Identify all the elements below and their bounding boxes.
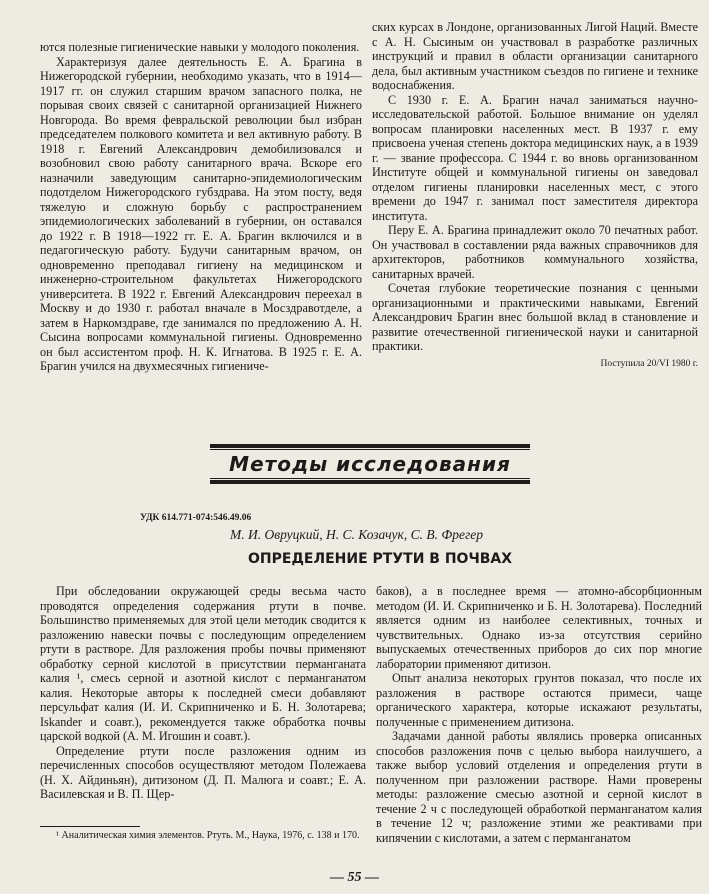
paragraph: Опыт анализа некоторых грунтов показал, что после их разложения в растворе остаются примеси, чаще органического характера, которые искажают результаты, полученные с применением дитизона. — [376, 671, 702, 729]
footnote: ¹ Аналитическая химия элементов. Ртуть. М., Наука, 1976, с. 138 и 170. — [56, 830, 360, 841]
paragraph: ются полезные гигиенические навыки у молодого поколения. — [40, 40, 360, 54]
paragraph: С 1930 г. Е. А. Брагин начал заниматься научно-исследовательской работой. Большое внимание он уделял вопросам планировки населенных мест. В 1937 г. ему присвоена ученая степень доктора медицинских наук, а в 1939 г. — звание профессора. С 1944 г. во вновь организованном Институте общей и коммунальной гигиены он заведовал отделом гигиены планировки населенных мест, с этого времени до 1947 г. занимал пост заместителя директора института. — [372, 92, 698, 223]
page-number: — 55 — — [330, 870, 379, 885]
paragraph: баков), а в последнее время — атомно-абсорбционным методом (И. И. Скрипниченко и Б. Н. Золотарева). Последний является одним из наиболее селективных, точных и чувствительных. Однако из-за отсутствия серийно выпускаемых отечественных приборов до сих пор многие лаборатории применяют дитизон. — [376, 584, 702, 671]
paragraph: При обследовании окружающей среды весьма часто проводятся определения содержания ртути в почве. Большинство применяемых для этой цели методик сводится к разложению навески почвы с последующим определением ртути в растворе. Для разложения пробы почвы применяют обработку серной кислотой в присутствии перманганата калия ¹, смесь серной и азотной кислот с перманганатом калия. Некоторые авторы к последней смеси добавляют персульфат калия (И. И. Скрипниченко и Б. Н. Золотарева; Iskander и соавт.), рекомендуется также обработка почвы царской водкой (А. М. Игошин и соавт.). — [40, 584, 366, 743]
heading-rule — [210, 444, 530, 448]
section-title: Методы исследования — [229, 452, 511, 476]
paragraph: Перу Е. А. Брагина принадлежит около 70 печатных работ. Он участвовал в составлении ряда важных справочников для архитекторов, работников коммунального хозяйства, санитарных врачей. — [372, 223, 698, 281]
footnote-divider — [40, 826, 140, 827]
heading-rule — [210, 478, 530, 479]
article-title: ОПРЕДЕЛЕНИЕ РТУТИ В ПОЧВАХ — [248, 551, 513, 567]
column-article-left — [40, 584, 366, 802]
article-authors: М. И. Овруцкий, Н. С. Козачук, С. В. Фрегер — [230, 527, 483, 542]
heading-rule — [210, 449, 530, 450]
paragraph: Характеризуя далее деятельность Е. А. Брагина в Нижегородской губернии, необходимо указать, что в 1914—1917 гг. он служил старшим врачом запасного полка, не порывая своих связей с санитарной организацией Нижнего Новгорода. Во время февральской революции был избран председателем полкового комитета и вел активную работу. В 1918 г. Евгений Александрович демобилизовался и возобновил свою работу санитарного врача. Вскоре его назначили заведующим санитарно-эпидемиологическим подотделом Нижегородского губздрава. На этом посту, ведя тяжелую и сложную борьбу с распространением эпидемиологических заболеваний в губернии, он оставался до 1922 г. В 1918—1922 гг. Е. А. Брагин включился и в педагогическую работу. Будучи санитарным врачом, он одновременно преподавал гигиену на медицинском и инженерно-строительном факультетах Нижегородского университета. В 1922 г. Евгений Александрович переехал в Москву и до 1930 г. работал вначале в Мосздравотделе, а затем в Наркомздраве, где занимался по предложению А. Н. Сысина вопросами коммунальной гигиены. Одновременно он был ассистентом проф. Н. К. Игнатова. В 1925 г. Е. А. Брагин учился на двухмесячных гигиениче- — [40, 54, 362, 373]
paragraph: Определение ртути после разложения одним из перечисленных способов осуществляют методом Полежаева (Н. Х. Айдиньян), дитизоном (Д. П. Малюга и соавт.; Е. А. Василевская и В. П. Щер- — [40, 743, 366, 801]
paragraph: ских курсах в Лондоне, организованных Лигой Наций. Вместе с А. Н. Сысиным он участвовал в разработке различных инструкций и правил в области организации санитарного дела, был активным участником съездов по гигиене и технике водоснабжения. — [372, 20, 698, 92]
paragraph: Сочетая глубокие теоретические познания с ценными организационными и практическими навыками, Евгений Александрович Брагин внес большой вклад в становление и развитие отечественной гигиенической науки и санитарной практики. — [372, 281, 698, 353]
column-biography-right — [372, 20, 698, 371]
udc-code: УДК 614.771-074:546.49.06 — [140, 513, 252, 523]
heading-rule — [210, 480, 530, 484]
column-biography-left — [40, 40, 362, 374]
column-article-right — [376, 584, 702, 845]
section-heading — [210, 443, 530, 483]
paragraph: Задачами данной работы являлись проверка описанных способов разложения почв с целью выбора наилучшего, а также выбор условий отделения и определения ртути в полученном при разложении растворе. Нами проверены методы: разложение смесью азотной и серной кислот в течение 2 ч с последующей обработкой перманганатом калия в течение 12 ч; разложение этими же реактивами при кипячении с кислотами, а затем с перманганатом — [376, 729, 702, 845]
received-date: Поступила 20/VI 1980 г. — [600, 358, 698, 369]
